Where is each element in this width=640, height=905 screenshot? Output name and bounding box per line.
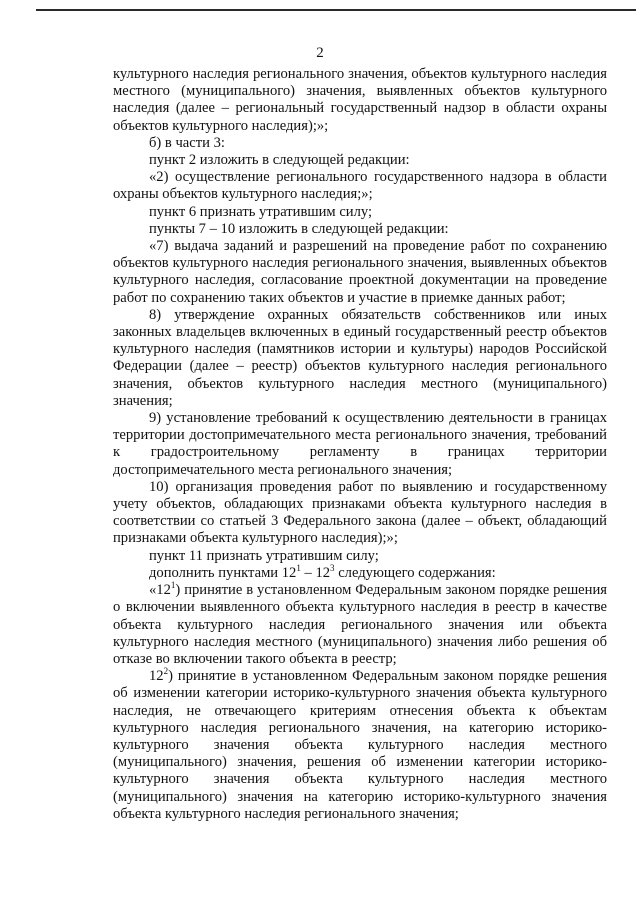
paragraph bbox=[113, 668, 607, 823]
paragraph: пункт 6 признать утратившим силу; bbox=[149, 203, 373, 220]
superscript: 1 bbox=[170, 580, 176, 591]
superscript: 2 bbox=[163, 666, 169, 677]
text-run: ) принятие в установленном Федеральным законом порядке решения об изменении категории историко-культурного значения объекта культурного наследия, не отвечающего критериям отнесения объекта к объектам культурного наследия регионального значения, на категорию историко-культурного значения объекта культурного наследия местного (муниципального) значения, решения об изменении категории историко-культурного значения объекта культурного наследия местного (муниципального) значения на категорию историко-культурного значения объекта культурного наследия регионального значения; bbox=[113, 668, 607, 822]
paragraph: «7) выдача заданий и разрешений на проведение работ по сохранению объектов культурного наследия регионального значения, выявленных объектов культурного наследия, согласование проектной документации на проведение работ по сохранению таких объектов и участие в приемке данных работ; bbox=[113, 238, 607, 306]
text-run: следующего содержания: bbox=[334, 564, 496, 581]
page-number: 2 bbox=[316, 45, 324, 61]
document-body bbox=[113, 66, 607, 823]
paragraph: 9) установление требований к осуществлению деятельности в границах территории достопримечательного места регионального значения, требований к градостроительному регламенту в границах территории достопримечательного места регионального значения; bbox=[113, 410, 607, 478]
text-run: ) принятие в установленном Федеральным законом порядке решения о включении выявленного объекта культурного наследия в реестр в качестве объекта культурного наследия регионального значения или объекта культурного наследия местного (муниципального) значения либо решения об отказе во включении такого объекта в реестр; bbox=[113, 582, 607, 667]
top-rule bbox=[36, 9, 636, 11]
paragraph bbox=[113, 562, 607, 582]
paragraph: 8) утверждение охранных обязательств собственников или иных законных владельцев включенных в единый государственный реестр объектов культурного наследия (памятников истории и культуры) народов Российской Федерации (далее – реестр) объектов культурного наследия регионального значения, объектов культурного наследия местного (муниципального) значения; bbox=[113, 306, 607, 409]
superscript: 1 bbox=[296, 562, 301, 573]
paragraph: пункт 11 признать утратившим силу; bbox=[149, 547, 379, 564]
text-run: 12 bbox=[149, 668, 164, 685]
text-run: «12 bbox=[149, 582, 171, 599]
paragraph: б) в части 3: bbox=[149, 134, 225, 151]
paragraph: пункты 7 – 10 изложить в следующей редакции: bbox=[149, 220, 449, 237]
paragraph bbox=[113, 582, 607, 668]
paragraph: 10) организация проведения работ по выявлению и государственному учету объектов, обладающих признаками объекта культурного наследия в соответствии со статьей 3 Федерального закона (далее – объект, обладающий признаками объекта культурного наследия);»; bbox=[113, 478, 607, 547]
superscript: 3 bbox=[330, 562, 335, 573]
text-run: дополнить пунктами 12 bbox=[149, 564, 297, 581]
paragraph: культурного наследия регионального значения, объектов культурного наследия местного (муниципального) значения, выявленных объектов культурного наследия (далее – региональный государственный надзор в области охраны объектов культурного наследия);»; bbox=[113, 66, 607, 134]
paragraph: «2) осуществление регионального государственного надзора в области охраны объектов культурного наследия;»; bbox=[113, 169, 607, 203]
text-run: – 12 bbox=[300, 564, 331, 581]
paragraph: пункт 2 изложить в следующей редакции: bbox=[149, 152, 410, 169]
